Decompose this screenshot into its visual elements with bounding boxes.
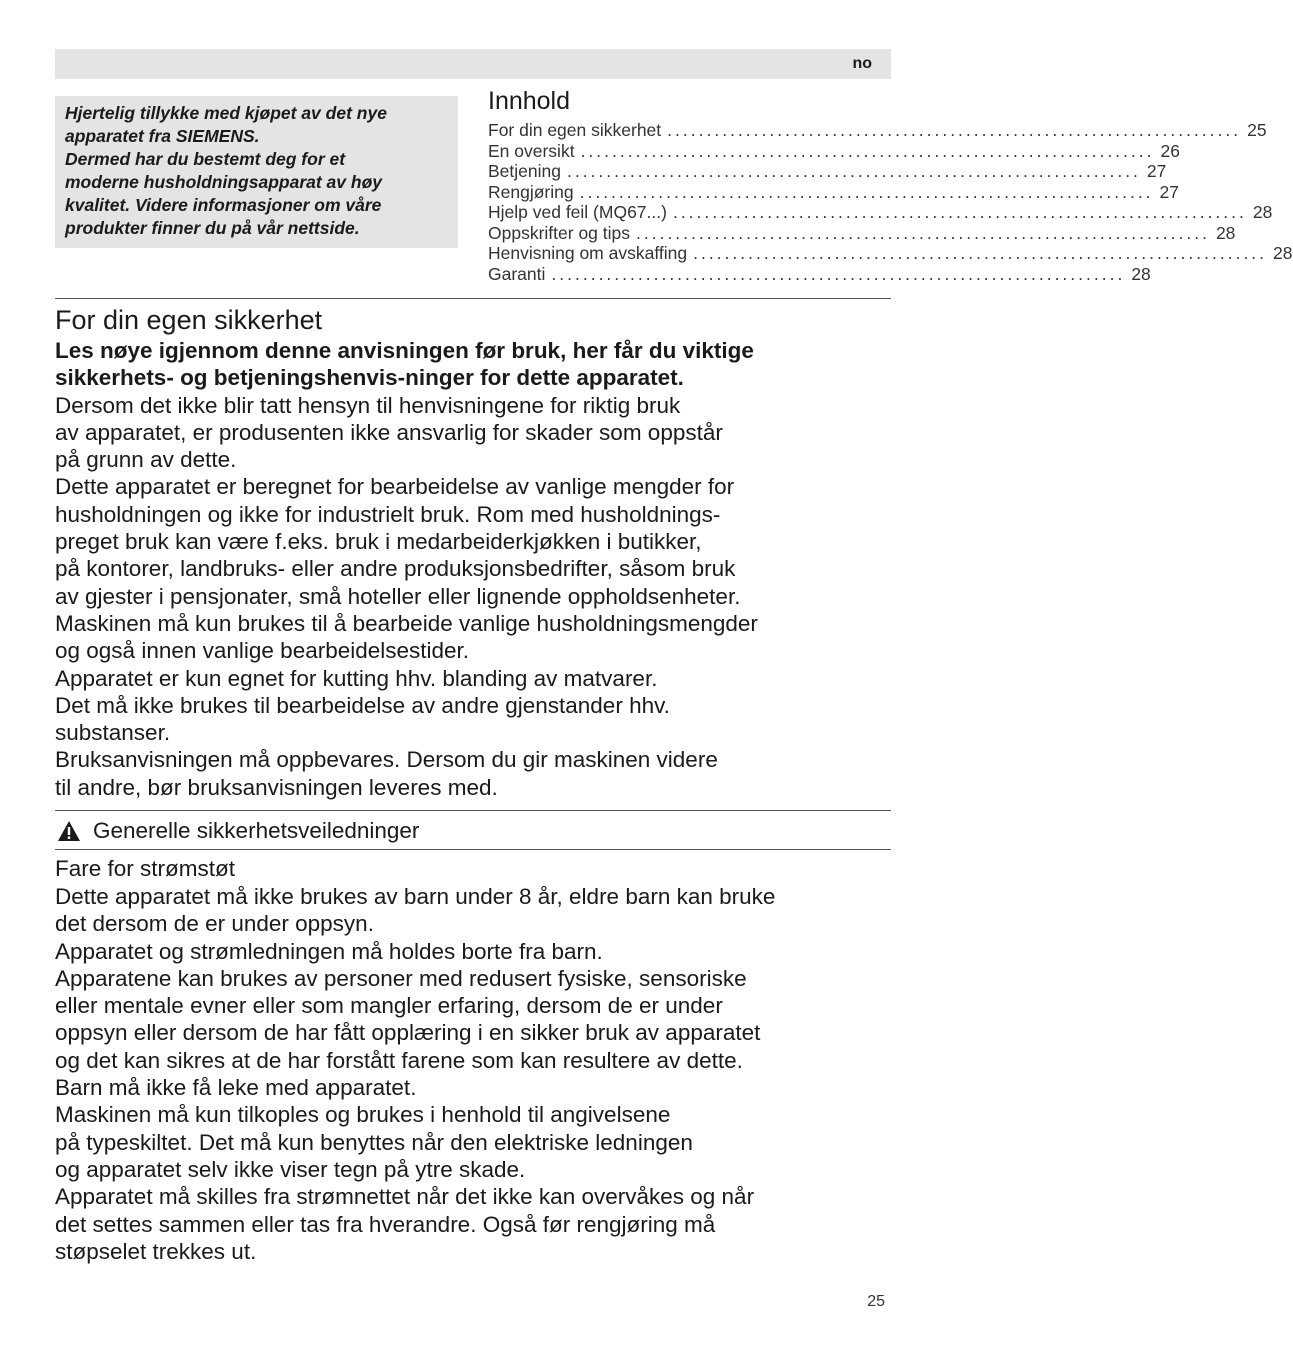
body-line: det dersom de er under oppsyn. (55, 911, 374, 937)
toc-leader: ......................................................................... (693, 243, 1268, 263)
toc-leader: ......................................................................... (667, 120, 1242, 140)
toc-entry-page: 28 (1252, 202, 1273, 222)
language-code: no (852, 55, 872, 72)
toc-entry[interactable] (488, 202, 1273, 223)
section-title: For din egen sikkerhet (55, 305, 323, 335)
toc-entry-label: Rengjøring (488, 181, 574, 202)
body-line: og det kan sikres at de har forstått farene som kan resultere av dette. (55, 1047, 743, 1073)
page-number: 25 (867, 1293, 885, 1310)
toc-entry-page: 27 (1159, 181, 1180, 202)
body-line: til andre, bør bruksanvisningen leveres med. (55, 774, 498, 800)
toc-entry-page: 27 (1146, 161, 1167, 181)
section-divider (55, 849, 891, 850)
toc-entry-label: Garanti (488, 263, 546, 284)
body-line: på grunn av dette. (55, 447, 237, 473)
body-line: Apparatet er kun egnet for kutting hhv. blanding av matvarer. (55, 665, 658, 691)
toc-leader: ......................................................................... (551, 263, 1126, 284)
toc-entry[interactable] (488, 243, 1293, 264)
body-line: Apparatet må skilles fra strømnettet når det ikke kan overvåkes og når (55, 1184, 755, 1210)
toc-leader: ......................................................................... (566, 161, 1141, 181)
warning-triangle-icon (57, 820, 81, 842)
body-line: substanser. (55, 720, 171, 746)
lead-line: sikkerhets- og betjeningshenvis-ninger for dette apparatet. (55, 365, 684, 391)
body-line: Maskinen må kun brukes til å bearbeide vanlige husholdningsmengder (55, 610, 758, 636)
body-line: eller mentale evner eller som mangler erfaring, dersom de er under (55, 993, 723, 1019)
body-line: Dette apparatet må ikke brukes av barn under 8 år, eldre barn kan bruke (55, 884, 776, 909)
toc-entry[interactable] (488, 140, 1180, 162)
toc-entry[interactable] (488, 263, 1151, 285)
intro-box (55, 96, 458, 248)
toc-entry-page: 25 (1247, 120, 1267, 140)
section-divider (55, 298, 891, 299)
intro-line: Hjertelig tillykke med kjøpet av det nye (65, 103, 387, 123)
subsection-title: Fare for strømstøt (55, 856, 235, 881)
toc-entry-label: Oppskrifter og tips (488, 222, 630, 243)
toc-entry-label: En oversikt (488, 140, 575, 161)
toc-leader: ......................................................................... (580, 140, 1155, 161)
body-line: på kontorer, landbruks- eller andre produksjonsbedrifter, såsom bruk (55, 556, 736, 582)
electric-shock-section (55, 855, 895, 1265)
body-line: Barn må ikke få leke med apparatet. (55, 1075, 417, 1101)
toc-title: Innhold (488, 87, 571, 115)
toc-entry-page: 28 (1131, 263, 1151, 284)
intro-line: kvalitet. Videre informasjoner om våre (65, 195, 382, 215)
body-line: Apparatene kan brukes av personer med redusert fysiske, sensoriske (55, 965, 747, 991)
toc-entry-label: Hjelp ved feil (MQ67...) (488, 202, 667, 222)
body-line: og apparatet selv ikke viser tegn på ytre skade. (55, 1156, 526, 1182)
body-line: Maskinen må kun tilkoples og brukes i henhold til angivelsene (55, 1102, 671, 1128)
toc-leader: ......................................................................... (636, 222, 1210, 243)
body-line: Apparatet og strømledningen må holdes borte fra barn. (55, 938, 603, 964)
safety-section (55, 303, 895, 801)
toc-leader: ......................................................................... (579, 181, 1154, 202)
body-line: av gjester i pensjonater, små hoteller eller lignende oppholdsenheter. (55, 583, 741, 609)
body-line: Bruksanvisningen må oppbevares. Dersom du gir maskinen videre (55, 747, 718, 773)
body-line: Dersom det ikke blir tatt hensyn til henvisningene for riktig bruk (55, 392, 681, 418)
body-line: Det må ikke brukes til bearbeidelse av andre gjenstander hhv. (55, 692, 670, 718)
table-of-contents (488, 85, 1293, 284)
toc-entry-label: Henvisning om avskaffing (488, 243, 688, 263)
toc-leader: ......................................................................... (672, 202, 1247, 222)
intro-line: apparatet fra SIEMENS. (65, 126, 260, 146)
body-line: oppsyn eller dersom de har fått opplæring i en sikker bruk av apparatet (55, 1020, 761, 1046)
toc-entry-label: Betjening (488, 161, 561, 181)
toc-entry[interactable] (488, 222, 1236, 244)
intro-line: moderne husholdningsapparat av høy (65, 172, 382, 192)
body-line: og også innen vanlige bearbeidelsestider. (55, 638, 470, 664)
body-line: støpselet trekkes ut. (55, 1238, 257, 1264)
section-divider (55, 810, 891, 811)
warning-title: Generelle sikkerhetsveiledninger (93, 818, 420, 843)
lead-line: Les nøye igjennom denne anvisningen før bruk, her får du viktige (55, 338, 754, 363)
toc-entry[interactable] (488, 161, 1167, 182)
body-line: det settes sammen eller tas fra hverandre. Også før rengjøring må (55, 1211, 716, 1237)
body-line: av apparatet, er produsenten ikke ansvarlig for skader som oppstår (55, 419, 723, 445)
toc-entry[interactable] (488, 120, 1267, 141)
language-bar (55, 49, 891, 79)
toc-entry-label: For din egen sikkerhet (488, 120, 662, 140)
body-line: preget bruk kan være f.eks. bruk i medarbeiderkjøkken i butikker, (55, 529, 702, 555)
toc-entry-page: 26 (1160, 140, 1180, 161)
intro-line: produkter finner du på vår nettside. (65, 218, 360, 238)
body-line: Dette apparatet er beregnet for bearbeidelse av vanlige mengder for (55, 474, 735, 500)
body-line: husholdningen og ikke for industrielt bruk. Rom med husholdnings- (55, 501, 721, 527)
body-line: på typeskiltet. Det må kun benyttes når den elektriske ledningen (55, 1129, 693, 1155)
toc-entry[interactable] (488, 181, 1180, 203)
intro-line: Dermed har du bestemt deg for et (65, 149, 346, 169)
toc-entry-page: 28 (1273, 243, 1293, 263)
toc-entry-page: 28 (1215, 222, 1236, 243)
warning-heading (55, 815, 891, 847)
